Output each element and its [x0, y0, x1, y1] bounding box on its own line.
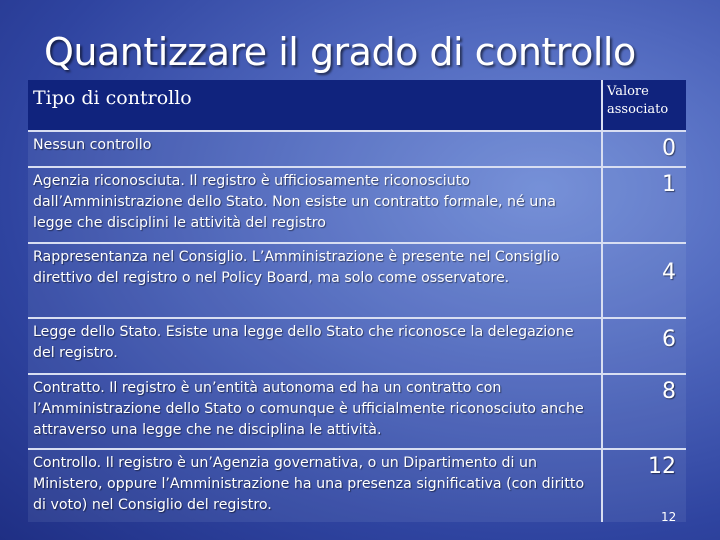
row-description: Controllo. Il registro è un’Agenzia governativa, o un Dipartimento di un Ministero, oppure l’Amministrazione ha una presenza significativa (con diritto di voto) nel Consiglio del registro. — [28, 450, 603, 522]
table-row — [28, 244, 686, 319]
row-description: Contratto. Il registro è un’entità autonoma ed ha un contratto con l’Amministrazione dello Stato o comunque è ufficialmente riconosciuto anche attraverso una legge che ne disciplina le attività. — [28, 375, 603, 448]
table-header-row — [28, 80, 686, 132]
control-table — [28, 80, 686, 522]
table-row — [28, 375, 686, 450]
row-value: 12 — [648, 454, 676, 479]
row-description: Rappresentanza nel Consiglio. L’Amministrazione è presente nel Consiglio direttivo del registro o nel Policy Board, ma solo come osservatore. — [28, 244, 603, 317]
row-value: 1 — [662, 172, 676, 197]
row-value: 8 — [662, 379, 676, 404]
header-associated-value: Valore associato — [607, 84, 669, 117]
table-row — [28, 168, 686, 244]
table-row — [28, 319, 686, 375]
row-description: Nessun controllo — [28, 132, 603, 166]
row-description: Legge dello Stato. Esiste una legge dello Stato che riconosce la delegazione del registro. — [28, 319, 603, 373]
header-type-of-control: Tipo di controllo — [28, 80, 603, 130]
slide-title: Quantizzare il grado di controllo — [44, 30, 636, 74]
row-value: 6 — [662, 327, 676, 352]
table-row — [28, 132, 686, 168]
row-description: Agenzia riconosciuta. Il registro è ufficiosamente riconosciuto dall’Amministrazione dello Stato. Non esiste un contratto formale, né una legge che disciplini le attività del registro — [28, 168, 603, 242]
page-number: 12 — [661, 510, 677, 524]
row-value: 4 — [662, 260, 676, 285]
table-row — [28, 450, 686, 522]
row-value: 0 — [662, 136, 676, 161]
